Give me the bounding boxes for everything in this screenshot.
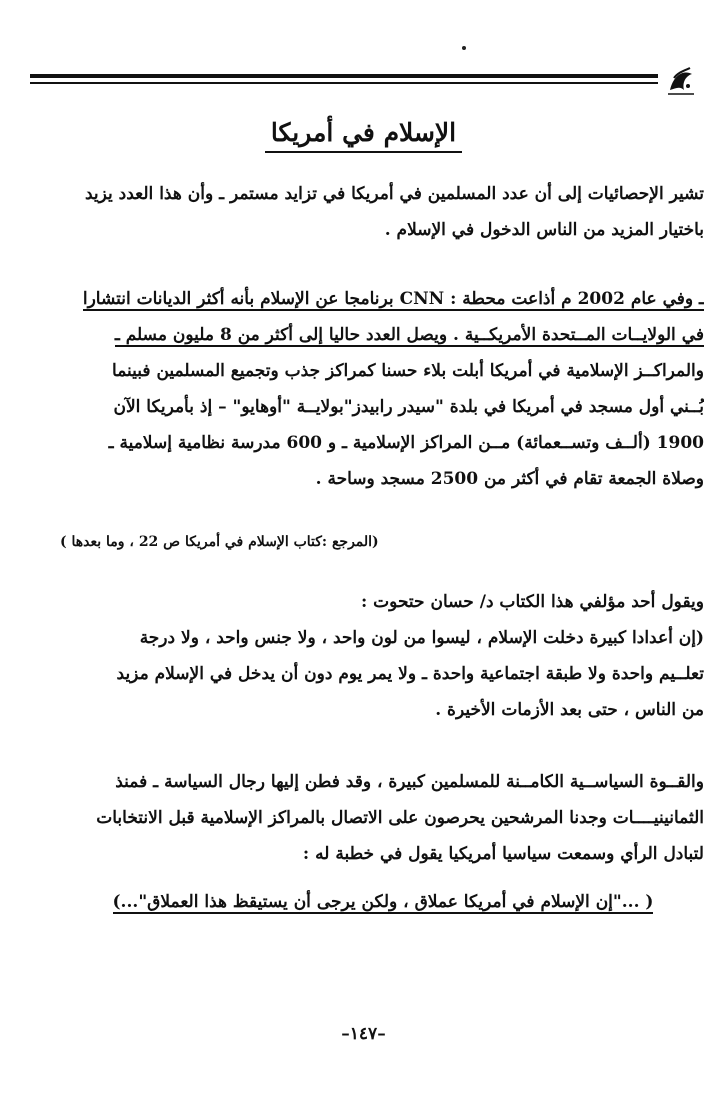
text-line: 1900 (ألــف وتســعمائة) مــن المراكز الإسلامية ـ و 600 مدرسة نظامية إسلامية ـ: [108, 433, 704, 453]
text-line: لتبادل الرأي وسمعت سياسيا أمريكيا يقول في خطبة له :: [302, 844, 704, 864]
quote-text: ( ..."إن الإسلام في أمريكا عملاق ، ولكن يرجى أن يستيقظ هذا العملاق"...): [112, 892, 654, 912]
text-line: تعلــيم واحدة ولا طبقة اجتماعية واحدة ـ ولا يمر يوم دون أن يدخل في الإسلام مزيد: [116, 664, 704, 684]
page-title: [0, 118, 727, 147]
text-line: تشير الإحصائيات إلى أن عدد المسلمين في أمريكا في تزايد مستمر ـ وأن هذا العدد يزيد: [85, 184, 704, 204]
text-line: وصلاة الجمعة تقام في أكثر من 2500 مسجد وساحة .: [315, 469, 704, 489]
quote-line: [62, 884, 704, 920]
text-line: والمراكــز الإسلامية في أمريكا أبلت بلاء حسنا كمراكز جذب وتجميع المسلمين فبينما: [112, 361, 704, 381]
page-title-text: الإسلام في أمريكا: [265, 118, 462, 153]
text-line: والقــوة السياســية الكامــنة للمسلمين كبيرة ، وقد فطن إليها رجال السياسة ـ فمنذ: [115, 772, 704, 792]
header-rule-thin: [30, 82, 658, 84]
text-line: بُــني أول مسجد في أمريكا في بلدة "سيدر رابيدز"بولايــة "أوهايو" – إذ بأمريكا الآن: [113, 397, 704, 417]
text-line: باختيار المزيد من الناس الدخول في الإسلام .: [384, 220, 704, 240]
text-line-underlined: [62, 317, 704, 353]
calligraphy-seal-icon: [664, 64, 698, 98]
text-line-underlined: [62, 281, 704, 317]
underlined-text: في الولايــات المــتحدة الأمريكــية . ويصل العدد حاليا إلى أكثر من 8 مليون مسلم ـ: [114, 325, 704, 345]
text-line: من الناس ، حتى بعد الأزمات الأخيرة .: [435, 700, 704, 720]
reference-note: (المرجع :كتاب الإسلام في أمريكا ص 22 ، وما بعدها ): [60, 534, 379, 550]
page-number: –١٤٧–: [341, 1024, 386, 1044]
paragraph-3: [62, 584, 704, 728]
quote-paragraph: [62, 884, 704, 920]
underlined-text: ـ وفي عام 2002 م أذاعت محطة : CNN برنامجا عن الإسلام بأنه أكثر الديانات انتشارا: [82, 289, 704, 309]
text-line: (إن أعدادا كبيرة دخلت الإسلام ، ليسوا من لون واحد ، ولا جنس واحد ، ولا درجة: [139, 628, 704, 648]
paragraph-4: [62, 764, 704, 872]
ink-dot: [462, 46, 466, 50]
paragraph-1: [62, 176, 704, 248]
text-line: الثمانينيــــات وجدنا المرشحين يحرصون على الاتصال بالمراكز الإسلامية قبل الانتخابات: [96, 808, 704, 828]
paragraph-2: [62, 281, 704, 497]
text-line: ويقول أحد مؤلفي هذا الكتاب د/ حسان حتحوت :: [360, 592, 704, 612]
header-rule-thick: [30, 74, 658, 78]
